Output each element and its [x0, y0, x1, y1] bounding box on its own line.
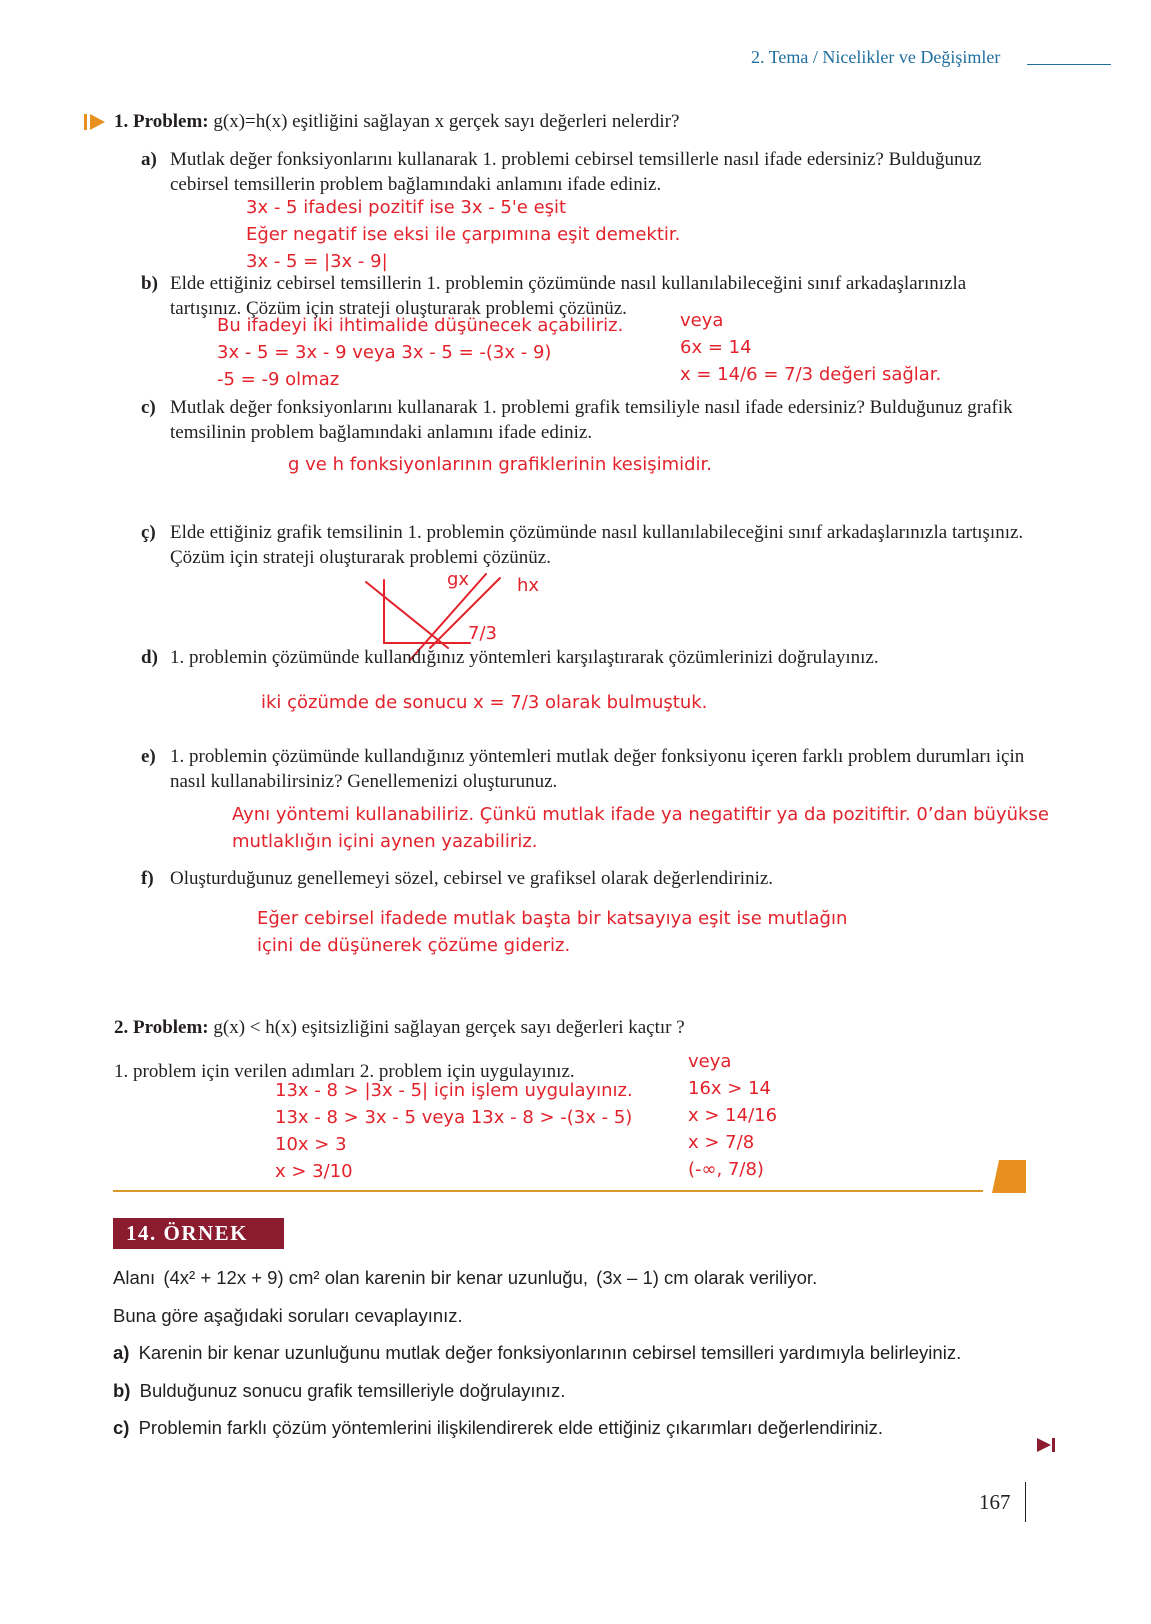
- q-b-label: b): [141, 273, 158, 294]
- handwriting-d1: iki çözümde de sonucu x = 7/3 olarak bulmuştuk.: [261, 692, 708, 713]
- example-badge-text: 14. ÖRNEK: [126, 1221, 249, 1245]
- running-header: 2. Tema / Nicelikler ve Değişimler: [751, 47, 1001, 67]
- q-b-text: Elde ettiğiniz cebirsel temsillerin 1. problemin çözümünde nasıl kullanılabileceğini sınıf arkadaşlarınızla tartışınız. Çözüm için strateji oluşturarak problemi çözünüz.: [170, 273, 967, 319]
- handwriting-p2-3: 10x > 3: [275, 1134, 347, 1155]
- example-c: [113, 1415, 883, 1441]
- handwriting-c1: g ve h fonksiyonlarının grafiklerinin kesişimidir.: [288, 454, 713, 475]
- graph-label-gx: gx: [447, 569, 470, 590]
- section-divider: [113, 1190, 983, 1192]
- handwriting-p2-9: (-∞, 7/8): [688, 1159, 764, 1180]
- next-page-icon[interactable]: [1037, 1437, 1057, 1453]
- handwriting-p2-2: 13x - 8 > 3x - 5 veya 13x - 8 > -(3x - 5): [275, 1107, 633, 1128]
- handwriting-b5: 6x = 14: [680, 337, 752, 358]
- example-c-label: c): [113, 1417, 130, 1438]
- handwriting-b3: -5 = -9 olmaz: [217, 369, 340, 390]
- example-b-text: Bulduğunuz sonucu grafik temsilleriyle doğrulayınız.: [139, 1380, 566, 1401]
- problem2-text: g(x) < h(x) eşitsizliğini sağlayan gerçek sayı değerleri kaçtır ?: [213, 1017, 685, 1038]
- handwriting-a1: 3x - 5 ifadesi pozitif ise 3x - 5'e eşit: [246, 197, 567, 218]
- handwriting-e2: mutlaklığın içini aynen yazabiliriz.: [232, 831, 538, 852]
- problem1-label: 1. Problem:: [114, 111, 209, 132]
- example-a-label: a): [113, 1342, 130, 1363]
- problem1-heading: [114, 109, 679, 134]
- example-expr-area: (4x² + 12x + 9): [163, 1267, 284, 1288]
- q-d-text: 1. problemin çözümünde kullandığınız yöntemleri karşılaştırarak çözümlerinizi doğrulayınız.: [170, 647, 879, 668]
- q-f-label: f): [141, 868, 154, 889]
- play-arrow-icon: [84, 113, 106, 131]
- handwriting-p2-6: 16x > 14: [688, 1078, 771, 1099]
- problem2-instruction: 1. problem için verilen adımları 2. problem için uygulayınız.: [114, 1061, 575, 1082]
- example-b: [113, 1378, 565, 1404]
- example-line2: Buna göre aşağıdaki soruları cevaplayınız.: [113, 1305, 463, 1326]
- example-line1-prefix: Alanı: [113, 1267, 156, 1288]
- handwriting-e1: Aynı yöntemi kullanabiliriz. Çünkü mutlak ifade ya negatiftir ya da pozitiftir. 0’dan büyükse: [232, 804, 1049, 825]
- orange-corner-block: [992, 1160, 1026, 1193]
- handwriting-f1: Eğer cebirsel ifadede mutlak başta bir katsayıya eşit ise mutlağın: [257, 908, 848, 929]
- problem1-text: g(x)=h(x) eşitliğini sağlayan x gerçek sayı değerleri nelerdir?: [213, 111, 680, 132]
- example-unit-area: cm²: [288, 1267, 320, 1288]
- header-rule: [1027, 64, 1111, 65]
- example-expr-side: (3x – 1): [596, 1267, 659, 1288]
- graph-line-gx: [366, 582, 448, 648]
- handwriting-b2: 3x - 5 = 3x - 9 veya 3x - 5 = -(3x - 9): [217, 342, 552, 363]
- problem2-label: 2. Problem:: [114, 1017, 209, 1038]
- problem2-heading: [114, 1015, 685, 1040]
- example-badge: [113, 1218, 284, 1249]
- handwriting-p2-1: 13x - 8 > |3x - 5| için işlem uygulayınız.: [275, 1080, 633, 1101]
- q-e-label: e): [141, 746, 156, 767]
- example-a: [113, 1340, 961, 1366]
- graph-label-x: 7/3: [468, 623, 497, 644]
- handwriting-a3: 3x - 5 = |3x - 9|: [246, 251, 388, 272]
- q-cc-text: Elde ettiğiniz grafik temsilinin 1. problemin çözümünde nasıl kullanılabileceğini sınıf arkadaşlarınızla tartışınız. Çözüm için strateji oluşturarak problemi çözünüz.: [170, 522, 1024, 568]
- handwriting-b4: veya: [680, 310, 724, 331]
- example-a-text: Karenin bir kenar uzunluğunu mutlak değer fonksiyonlarının cebirsel temsilleri yardımıyla belirleyiniz.: [138, 1342, 962, 1363]
- q-c-label: c): [141, 397, 156, 418]
- q-c-text: Mutlak değer fonksiyonlarını kullanarak 1. problemi grafik temsiliyle nasıl ifade edersiniz? Bulduğunuz grafik temsilinin problem bağlamındaki anlamını ifade ediniz.: [170, 397, 1013, 443]
- q-e-text: 1. problemin çözümünde kullandığınız yöntemleri mutlak değer fonksiyonu içeren farklı problem durumları için nasıl kullanabilirsiniz? Genellemenizi oluşturunuz.: [170, 746, 1025, 792]
- page-number: 167: [979, 1490, 1011, 1514]
- example-line1-suffix: cm olarak veriliyor.: [664, 1267, 818, 1288]
- page-number-rule: [1025, 1482, 1026, 1522]
- q-a-text: Mutlak değer fonksiyonlarını kullanarak 1. problemi cebirsel temsillerle nasıl ifade edersiniz? Bulduğunuz cebirsel temsillerin problem bağlamındaki anlamını ifade ediniz.: [170, 149, 982, 195]
- handwriting-b1: Bu ifadeyi iki ihtimalide düşünecek açabiliriz.: [217, 315, 624, 336]
- example-c-text: Problemin farklı çözüm yöntemlerini ilişkilendirerek elde ettiğiniz çıkarımları değerlendiriniz.: [138, 1417, 883, 1438]
- handwriting-p2-5: veya: [688, 1051, 732, 1072]
- q-d-label: d): [141, 647, 158, 668]
- example-line1: [113, 1265, 817, 1291]
- handwriting-p2-7: x > 14/16: [688, 1105, 778, 1126]
- example-line1-mid: olan karenin bir kenar uzunluğu,: [324, 1267, 589, 1288]
- example-b-label: b): [113, 1380, 131, 1401]
- q-a-label: a): [141, 149, 157, 170]
- handwriting-b6: x = 14/6 = 7/3 değeri sağlar.: [680, 364, 942, 385]
- q-f-text: Oluşturduğunuz genellemeyi sözel, cebirsel ve grafiksel olarak değerlendiriniz.: [170, 868, 774, 889]
- handwriting-f2: içini de düşünerek çözüme gideriz.: [257, 935, 571, 956]
- graph-label-hx: hx: [517, 575, 540, 596]
- handwriting-a2: Eğer negatif ise eksi ile çarpımına eşit demektir.: [246, 224, 681, 245]
- q-cc-label: ç): [141, 522, 156, 543]
- handwriting-p2-4: x > 3/10: [275, 1161, 353, 1182]
- handwriting-p2-8: x > 7/8: [688, 1132, 755, 1153]
